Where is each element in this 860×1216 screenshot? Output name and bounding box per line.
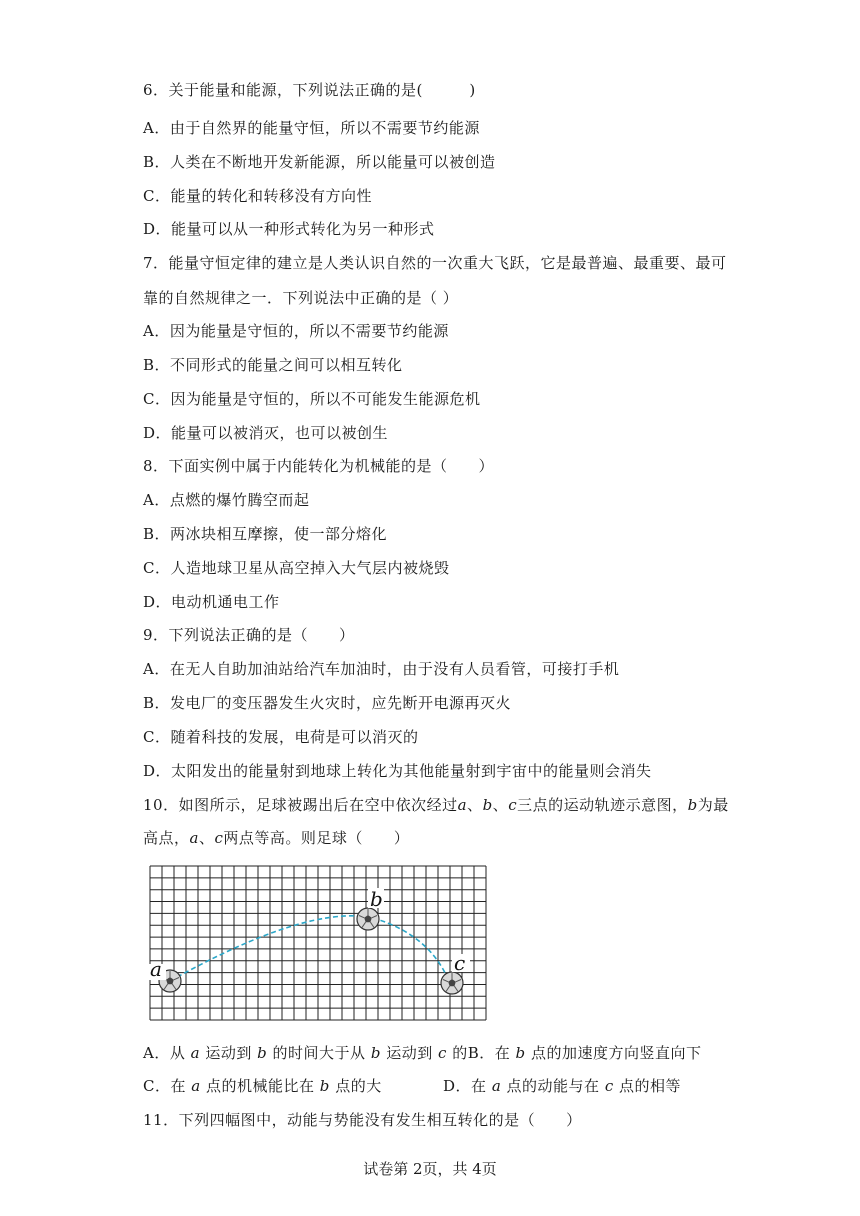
q10-var-a: a [491, 1077, 502, 1095]
q10-option-b-text: B．在 [467, 1044, 511, 1062]
q10-stem-line2 [143, 828, 409, 848]
q10-var-b: b [687, 796, 698, 814]
q10-stem-text: 高点， [143, 829, 190, 847]
q10-var-c: c [508, 796, 518, 814]
q7-option-b: B．不同形式的能量之间可以相互转化 [143, 356, 403, 374]
q9-stem: 9．下列说法正确的是（ ） [143, 626, 355, 644]
q10-option-c-text: C．在 [143, 1077, 186, 1095]
q10-option-a [143, 1044, 468, 1062]
q10-option-c [143, 1076, 382, 1096]
q10-stem-sep: 、 [492, 796, 509, 814]
ball-c [441, 972, 463, 994]
label-a: a [150, 957, 162, 981]
q8-option-c: C．人造地球卫星从高空掉入大气层内被烧毁 [143, 559, 450, 577]
q8-option-a: A．点燃的爆竹腾空而起 [143, 491, 310, 509]
q9-option-d: D．太阳发出的能量射到地球上转化为其他能量射到宇宙中的能量则会消失 [143, 762, 652, 780]
q10-var-b: b [482, 796, 493, 814]
q10-var-b: b [370, 1044, 381, 1062]
q10-var-b: b [319, 1077, 330, 1095]
q10-stem-text: 三点的运动轨迹示意图， [517, 796, 688, 814]
label-b: b [370, 887, 383, 911]
q10-var-a: a [189, 829, 199, 847]
q10-option-b-text: 点的加速度方向竖直向下 [530, 1044, 702, 1062]
q10-var-c: c [214, 829, 224, 847]
ball-b [357, 908, 379, 930]
q10-option-c-text: 点的机械能比在 [206, 1077, 315, 1095]
q10-stem-text: 两点等高。则足球（ ） [223, 829, 410, 847]
q10-options-ab [143, 1043, 701, 1063]
trajectory-diagram [148, 864, 488, 1024]
label-c: c [454, 951, 466, 975]
q6-option-d: D．能量可以从一种形式转化为另一种形式 [143, 220, 435, 238]
q7-option-d: D．能量可以被消灭，也可以被创生 [143, 424, 389, 442]
q10-option-a-text: A．从 [143, 1044, 186, 1062]
q9-option-a: A．在无人自助加油站给汽车加油时，由于没有人员看管，可接打手机 [143, 660, 620, 678]
q10-option-d [443, 1076, 681, 1096]
q8-option-d: D．电动机通电工作 [143, 593, 280, 611]
q7-stem-line2: 靠的自然规律之一．下列说法中正确的是（ ） [143, 289, 459, 307]
q7-option-c: C．因为能量是守恒的，所以不可能发生能源危机 [143, 390, 481, 408]
page-footer: 试卷第 2页，共 4页 [363, 1160, 497, 1178]
q10-stem-text: 为最 [697, 796, 729, 814]
q9-option-c: C．随着科技的发展，电荷是可以消灭的 [143, 728, 419, 746]
q7-stem-line1: 7．能量守恒定律的建立是人类认识自然的一次重大飞跃，它是最普遍、最重要、最可 [143, 254, 727, 272]
q10-option-d-text: D．在 [443, 1077, 487, 1095]
q7-option-a: A．因为能量是守恒的，所以不需要节约能源 [143, 322, 449, 340]
q10-stem-sep: 、 [467, 796, 483, 814]
q10-stem-sep: 、 [198, 829, 215, 847]
q10-var-b: b [515, 1044, 526, 1062]
q10-option-d-text: 点的动能与在 [506, 1077, 600, 1095]
q10-trajectory-figure [148, 864, 488, 1024]
q10-var-c: c [604, 1077, 614, 1095]
q6-option-b: B．人类在不断地开发新能源，所以能量可以被创造 [143, 153, 496, 171]
q6-option-a: A．由于自然界的能量守恒，所以不需要节约能源 [143, 119, 480, 137]
q10-option-c-text: 点的大 [335, 1077, 382, 1095]
q11-stem: 11．下列四幅图中，动能与势能没有发生相互转化的是（ ） [143, 1111, 582, 1129]
q10-stem-text: 10．如图所示，足球被踢出后在空中依次经过 [143, 796, 458, 814]
q8-option-b: B．两冰块相互摩擦，使一部分熔化 [143, 525, 388, 543]
q10-var-b: b [257, 1044, 268, 1062]
q10-var-a: a [190, 1044, 201, 1062]
q10-option-a-text: 的 [452, 1044, 468, 1062]
q10-option-a-text: 的时间大于从 [272, 1044, 366, 1062]
q6-stem: 6．关于能量和能源，下列说法正确的是( ) [143, 81, 476, 99]
q10-option-d-text: 点的相等 [619, 1077, 682, 1095]
grid-lines [150, 866, 486, 1020]
q10-var-a: a [191, 1077, 201, 1095]
q10-option-b [468, 1044, 702, 1062]
q10-stem-line1 [143, 795, 729, 815]
q10-var-a: a [457, 796, 468, 814]
q9-option-b: B．发电厂的变压器发生火灾时，应先断开电源再灭火 [143, 694, 512, 712]
q10-option-a-text: 运动到 [205, 1044, 252, 1062]
q8-stem: 8．下面实例中属于内能转化为机械能的是（ ） [143, 457, 495, 475]
q10-var-c: c [438, 1044, 447, 1062]
q6-option-c: C．能量的转化和转移没有方向性 [143, 187, 372, 205]
q10-option-a-text: 运动到 [386, 1044, 433, 1062]
